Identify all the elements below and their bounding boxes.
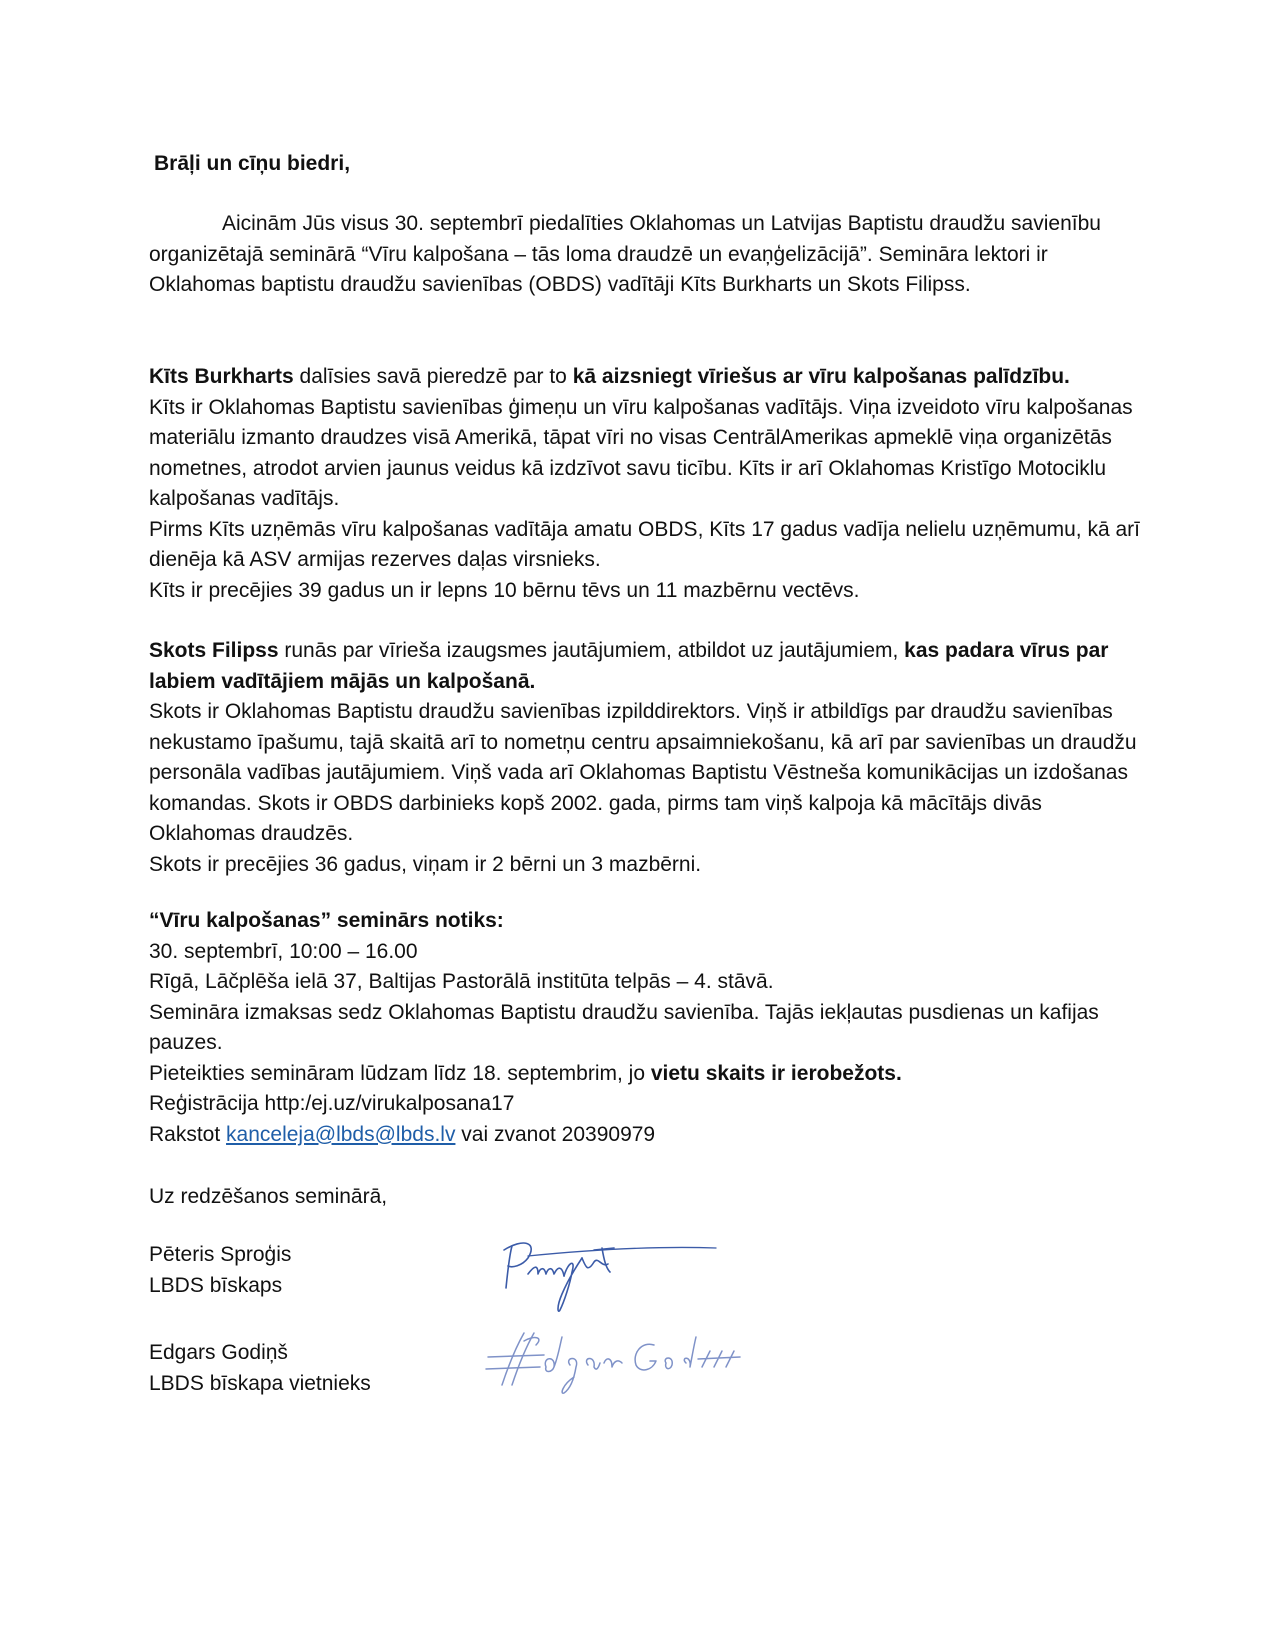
event-apply: Pieteikties semināram lūdzam līdz 18. septembrim, jo vietu skaits ir ierobežots.	[149, 1061, 902, 1085]
kits-bio-1: Kīts ir Oklahomas Baptistu savienības ģimeņu un vīru kalpošanas vadītājs. Viņa izveidoto vīru kalpošanas materiālu izmanto draudzes visā Amerikā, tāpat vīri no visas CentrālAmerikas apmeklē viņa organizētās nometnes, atrodot arvien jaunus veidus kā izdzīvot savu ticību. Kīts ir arī Oklahomas Kristīgo Motociklu kalpošanas vadītājs.	[149, 395, 1133, 510]
kits-topic: Kīts Burkharts dalīsies savā pieredzē par to kā aizsniegt vīriešus ar vīru kalpošanas palīdzību.	[149, 365, 1070, 388]
event-details-section	[149, 906, 1149, 1150]
skots-bio-2: Skots ir precējies 36 gadus, viņam ir 2 bērni un 3 mazbērni.	[149, 852, 702, 876]
kits-bio-2: Pirms Kīts uzņēmās vīru kalpošanas vadītāja amatu OBDS, Kīts 17 gadus vadīja nelielu uzņēmumu, kā arī dienēja kā ASV armijas rezerves daļas virsnieks.	[149, 517, 1140, 571]
signature-1-image	[498, 1228, 718, 1318]
skots-topic: Skots Filipss runās par vīrieša izaugsmes jautājumiem, atbildot uz jautājumiem, kas padara vīrus par labiem vadītājiem mājās un kalpošanā.	[149, 639, 1109, 693]
event-contact: Rakstot kanceleja@lbds@lbds.lv vai zvanot 20390979	[149, 1122, 656, 1146]
event-place: Rīgā, Lāčplēša ielā 37, Baltijas Pastorālā institūta telpās – 4. stāvā.	[149, 970, 774, 993]
kits-name: Kīts Burkharts	[149, 365, 294, 388]
skots-name: Skots Filipss	[149, 639, 279, 662]
signatory-2-name: Edgars Godiņš	[149, 1341, 288, 1364]
event-costs: Semināra izmaksas sedz Oklahomas Baptistu draudžu savienība. Tajās iekļautas pusdienas un kafijas pauzes.	[149, 1000, 1099, 1054]
closing-line: Uz redzēšanos seminārā,	[149, 1185, 388, 1208]
signatory-1-name: Pēteris Sproģis	[149, 1243, 292, 1266]
email-link[interactable]: kanceleja@lbds@lbds.lv	[226, 1122, 456, 1146]
greeting: Brāļi un cīņu biedri,	[154, 152, 351, 175]
speaker-skots-section	[149, 636, 1149, 880]
signature-2-image	[484, 1327, 744, 1397]
kits-topic-bold: kā aizsniegt vīriešus ar vīru kalpošanas palīdzību.	[572, 365, 1070, 388]
kits-bio-3: Kīts ir precējies 39 gadus un ir lepns 10 bērnu tēvs un 11 mazbērnu vectēvs.	[149, 578, 860, 602]
event-date: 30. septembrī, 10:00 – 16.00	[149, 939, 418, 963]
event-registration: Reģistrācija http:/ej.uz/virukalposana17	[149, 1092, 515, 1115]
speaker-kits-section	[149, 362, 1149, 606]
event-heading: “Vīru kalpošanas” seminārs notiks:	[149, 909, 504, 932]
intro-paragraph: Aicinām Jūs visus 30. septembrī piedalīties Oklahomas un Latvijas Baptistu draudžu savienību organizētajā seminārā “Vīru kalpošana – tās loma draudzē un evaņģelizācijā”. Semināra lektori ir Oklahomas baptistu draudžu savienības (OBDS) vadītāji Kīts Burkharts un Skots Filipss.	[149, 212, 1101, 296]
skots-bio-1: Skots ir Oklahomas Baptistu draudžu savienības izpilddirektors. Viņš ir atbildīgs par draudžu savienības nekustamo īpašumu, tajā skaitā arī to nometņu centru apsaimniekošanu, kā arī par savienības un draudžu personāla vadības jautājumiem. Viņš vada arī Oklahomas Baptistu Vēstneša komunikācijas un izdošanas komandas. Skots ir OBDS darbinieks kopš 2002. gada, pirms tam viņš kalpoja kā mācītājs divās Oklahomas draudzēs.	[149, 700, 1137, 845]
event-apply-bold: vietu skaits ir ierobežots.	[650, 1061, 902, 1085]
skots-topic-bold: kas padara vīrus par labiem vadītājiem mājās un kalpošanā.	[149, 639, 1109, 693]
signatory-1-title: LBDS bīskaps	[149, 1273, 283, 1297]
signatory-2-title: LBDS bīskapa vietnieks	[149, 1371, 371, 1395]
